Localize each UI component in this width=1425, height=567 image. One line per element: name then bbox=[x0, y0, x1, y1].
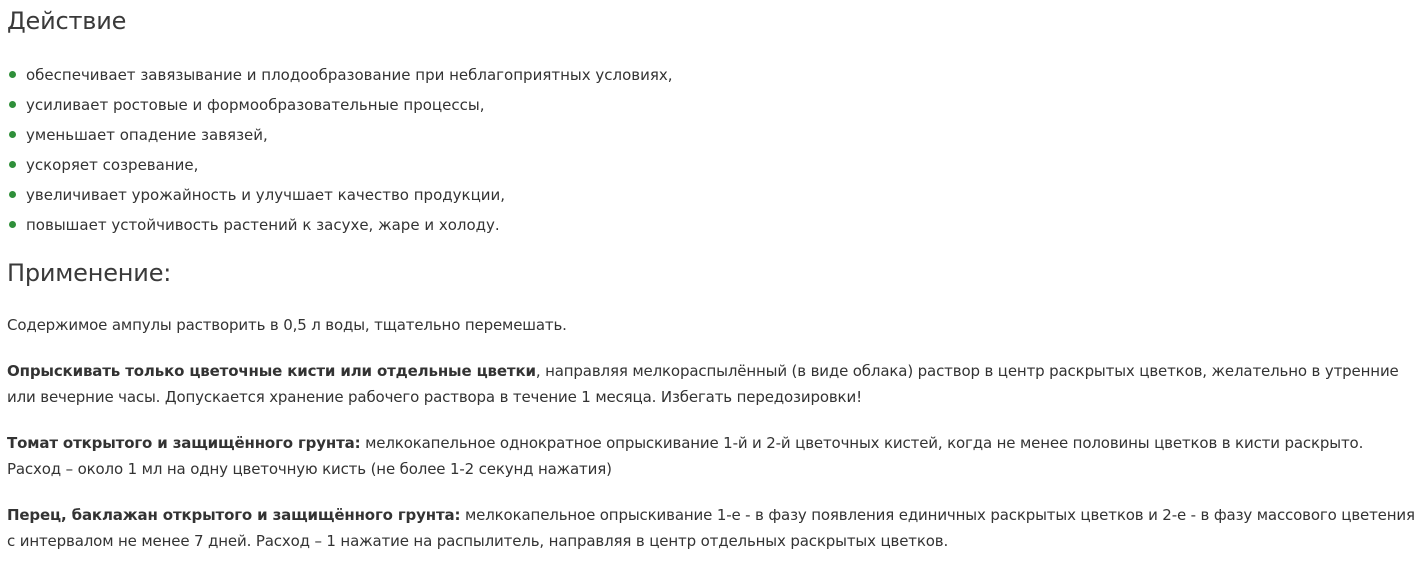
paragraph-text: мелкокапельное опрыскивание 1-е - в фазу появления единичных раскрытых цветков и 2-е - в фазу массового цветения с интервалом не менее 7 дней. Расход – 1 нажатие на распылитель, направляя в центр отдельных раскрытых цветков. bbox=[7, 506, 1415, 550]
bullet-dot-icon bbox=[9, 131, 16, 138]
usage-paragraph-pepper-eggplant bbox=[7, 502, 1417, 554]
list-item bbox=[7, 60, 673, 90]
bullet-dot-icon bbox=[9, 161, 16, 168]
action-bullet-list bbox=[7, 60, 673, 240]
list-item-text: ускоряет созревание, bbox=[26, 156, 199, 174]
list-item-text: повышает устойчивость растений к засухе, жаре и холоду. bbox=[26, 216, 500, 234]
bullet-dot-icon bbox=[9, 101, 16, 108]
list-item-text: уменьшает опадение завязей, bbox=[26, 126, 268, 144]
paragraph-bold-lead: Перец, баклажан открытого и защищённого грунта: bbox=[7, 506, 461, 524]
section-heading-usage: Применение: bbox=[7, 259, 172, 287]
list-item-text: обеспечивает завязывание и плодообразование при неблагоприятных условиях, bbox=[26, 66, 673, 84]
usage-paragraph-tomato bbox=[7, 430, 1417, 482]
list-item bbox=[7, 90, 673, 120]
section-heading-action: Действие bbox=[7, 7, 127, 35]
paragraph-text: , направляя мелкораспылённый (в виде облака) раствор в центр раскрытых цветков, желательно в утренние или вечерние часы. Допускается хранение рабочего раствора в течение 1 месяца. Избегать передозировки! bbox=[7, 362, 1399, 406]
list-item bbox=[7, 180, 673, 210]
bullet-dot-icon bbox=[9, 71, 16, 78]
usage-paragraph-spraying bbox=[7, 358, 1417, 410]
paragraph-text: Содержимое ампулы растворить в 0,5 л воды, тщательно перемешать. bbox=[7, 316, 567, 334]
usage-paragraph-dilution bbox=[7, 312, 1417, 338]
paragraph-text: мелкокапельное однократное опрыскивание 1-й и 2-й цветочных кистей, когда не менее половины цветков в кисти раскрыто. Расход – около 1 мл на одну цветочную кисть (не более 1-2 секунд нажатия) bbox=[7, 434, 1364, 478]
list-item-text: увеличивает урожайность и улучшает качество продукции, bbox=[26, 186, 506, 204]
list-item bbox=[7, 210, 673, 240]
list-item bbox=[7, 120, 673, 150]
list-item-text: усиливает ростовые и формообразовательные процессы, bbox=[26, 96, 485, 114]
bullet-dot-icon bbox=[9, 191, 16, 198]
paragraph-bold-lead: Томат открытого и защищённого грунта: bbox=[7, 434, 361, 452]
list-item bbox=[7, 150, 673, 180]
bullet-dot-icon bbox=[9, 221, 16, 228]
paragraph-bold-lead: Опрыскивать только цветочные кисти или отдельные цветки bbox=[7, 362, 536, 380]
